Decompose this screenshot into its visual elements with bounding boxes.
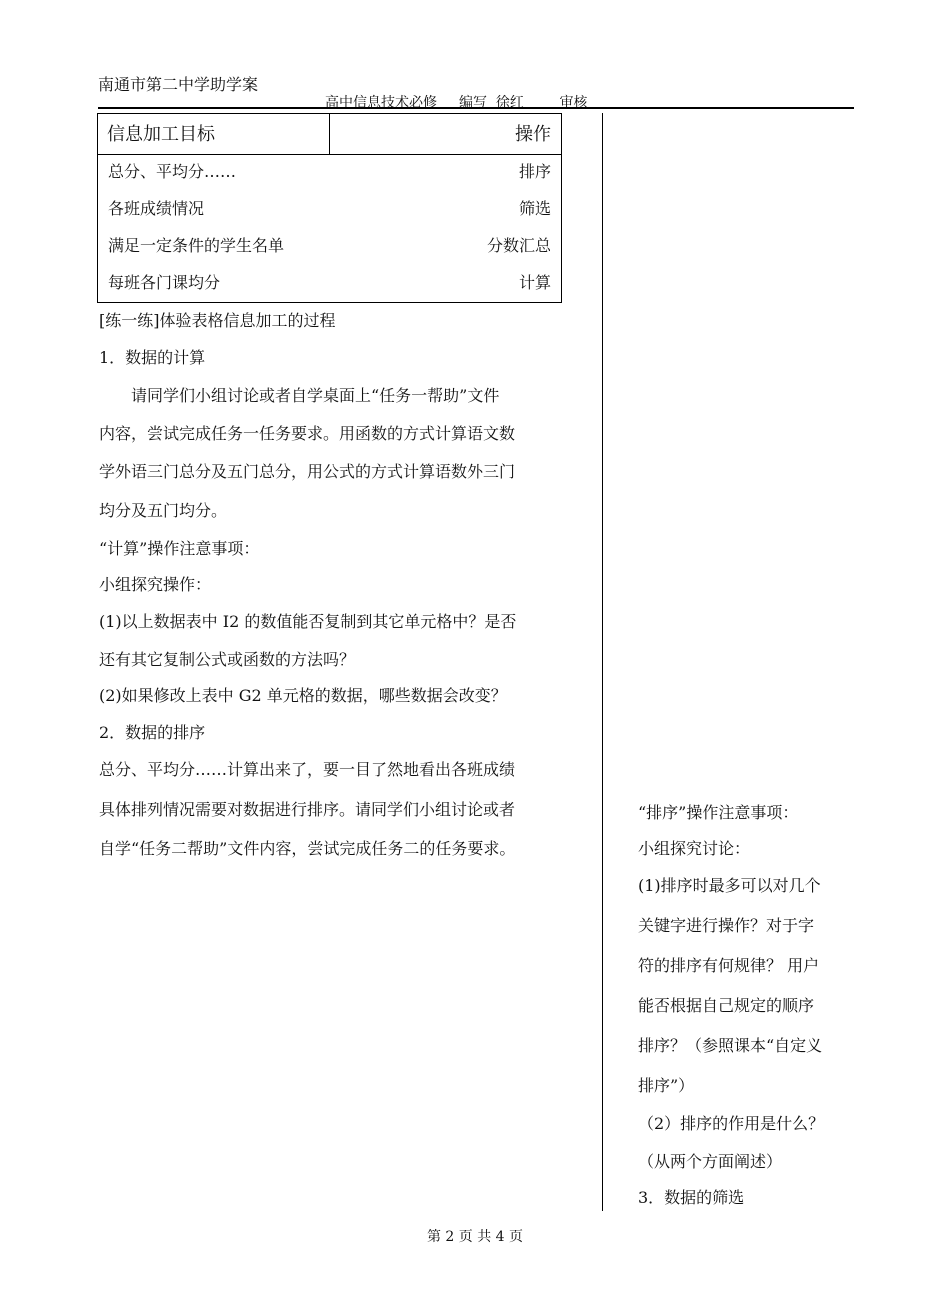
table-cell-goal: 各班成绩情况 xyxy=(108,199,205,218)
table-cell-op: 计算 xyxy=(518,273,551,292)
table-header-op: 操作 xyxy=(515,124,551,145)
paragraph-line: 内容，尝试完成任务一任务要求。用函数的方式计算语文数 xyxy=(99,424,516,443)
table-cell-goal: 每班各门课均分 xyxy=(108,273,221,292)
side-line: 关键字进行操作？对于字 xyxy=(638,916,815,935)
side-line: （2）排序的作用是什么？ xyxy=(638,1114,825,1133)
header-rule xyxy=(98,107,854,109)
group-explore-label: 小组探究操作： xyxy=(99,575,212,594)
paragraph-line: 自学“任务二帮助”文件内容，尝试完成任务二的任务要求。 xyxy=(99,839,516,858)
side-line: 排序”） xyxy=(638,1076,695,1095)
table-header-goal: 信息加工目标 xyxy=(107,124,215,145)
table-cell-op: 筛选 xyxy=(518,199,551,218)
table-cell-goal: 总分、平均分…… xyxy=(108,162,237,181)
section-heading-sort: 2．数据的排序 xyxy=(99,723,206,742)
paragraph-line: 学外语三门总分及五门总分，用公式的方式计算语数外三门 xyxy=(99,462,516,481)
info-processing-table xyxy=(97,113,562,303)
table-header-row xyxy=(98,114,561,155)
page-number: 第 2 页 共 4 页 xyxy=(426,1229,524,1245)
exercise-heading: [练一练]体验表格信息加工的过程 xyxy=(99,311,336,330)
question-line: (2)如果修改上表中 G2 单元格的数据，哪些数据会改变？ xyxy=(99,686,507,705)
question-line: 还有其它复制公式或函数的方法吗？ xyxy=(99,650,356,669)
author-label: 编写 xyxy=(459,95,487,111)
paragraph-line: 请同学们小组讨论或者自学桌面上“任务一帮助”文件 xyxy=(131,386,500,405)
calc-notes-label: “计算”操作注意事项： xyxy=(99,539,260,558)
header-subtitle xyxy=(325,92,641,112)
side-discussion-label: 小组探究讨论： xyxy=(638,839,751,858)
paragraph-line: 总分、平均分……计算出来了，要一目了然地看出各班成绩 xyxy=(99,760,516,779)
sort-notes-label: “排序”操作注意事项： xyxy=(638,803,799,822)
question-line: (1)以上数据表中 I2 的数值能否复制到其它单元格中？是否 xyxy=(99,612,517,631)
reviewer-label: 审核 xyxy=(559,95,588,111)
side-line: 符的排序有何规律？ 用户 xyxy=(638,956,820,975)
side-line: 能否根据自己规定的顺序 xyxy=(638,996,815,1015)
table-cell-goal: 满足一定条件的学生名单 xyxy=(108,236,285,255)
paragraph-line: 均分及五门均分。 xyxy=(99,501,228,520)
column-divider xyxy=(602,113,603,1211)
side-line: (1)排序时最多可以对几个 xyxy=(638,876,821,895)
school-title: 南通市第二中学助学案 xyxy=(98,75,259,94)
course-name: 高中信息技术必修 xyxy=(325,95,437,111)
side-line: （从两个方面阐述） xyxy=(638,1152,783,1171)
table-cell-op: 排序 xyxy=(518,162,551,181)
section-heading-filter: 3．数据的筛选 xyxy=(638,1188,745,1207)
section-heading-calc: 1．数据的计算 xyxy=(99,348,206,367)
author-value: 徐红 xyxy=(495,95,524,111)
table-cell-op: 分数汇总 xyxy=(486,236,551,255)
side-line: 排序？（参照课本“自定义 xyxy=(638,1036,823,1055)
paragraph-line: 具体排列情况需要对数据进行排序。请同学们小组讨论或者 xyxy=(99,800,516,819)
table-header-divider xyxy=(329,114,330,154)
